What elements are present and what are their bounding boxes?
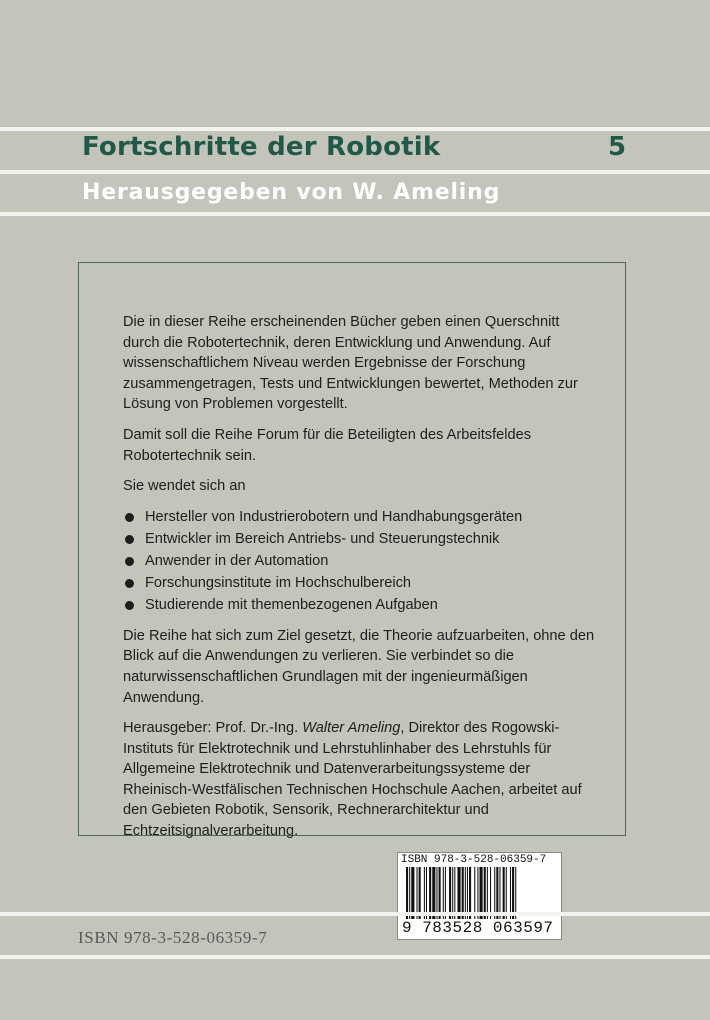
bullet-icon bbox=[125, 557, 134, 566]
bottom-rule-2 bbox=[0, 955, 710, 959]
list-item bbox=[123, 507, 598, 528]
audience-label: Forschungsinstitute im Hochschulbereich bbox=[145, 575, 412, 592]
series-title: Fortschritte der Robotik bbox=[82, 132, 441, 162]
audience-label: Anwender in der Automation bbox=[145, 552, 329, 569]
paragraph-intro: Die in dieser Reihe erscheinenden Bücher geben einen Querschnitt durch die Robotertechnik, deren Entwicklung und Anwendung. Auf wissenschaftlichem Niveau werden Ergebnisse der Forschung zusammengetragen, Tests und Entwicklungen bewertet, Methoden zur Lösung von Problemen vorgestellt. bbox=[123, 314, 578, 413]
list-item bbox=[123, 529, 598, 550]
editor-bio: , Direktor des Rogowski-Instituts für Elektrotechnik und Lehrstuhlinhaber des Lehrstuhls für Allgemeine Elektrotechnik und Datenverarbeitungssysteme der Rheinisch-Westfälischen Technischen Hochschule Aachen, arbeitet auf den Gebieten Robotik, Sensorik, Rechnerarchitektur und Echtzeitsignalverarbeitung. bbox=[123, 720, 582, 840]
audience-list bbox=[123, 507, 598, 616]
bottom-rule-1 bbox=[0, 912, 710, 916]
audience-label: Entwickler im Bereich Antriebs- und Steuerungstechnik bbox=[145, 530, 500, 547]
audience-intro: Sie wendet sich an bbox=[123, 478, 246, 495]
description-text bbox=[123, 312, 598, 852]
volume-number: 5 bbox=[608, 132, 627, 162]
paragraph-editor bbox=[123, 718, 598, 842]
barcode-number: 9 783528 063597 bbox=[402, 919, 554, 937]
bullet-icon bbox=[125, 601, 134, 610]
audience-label: Hersteller von Industrierobotern und Handhabungsgeräten bbox=[145, 508, 523, 525]
top-rule-3 bbox=[0, 212, 710, 216]
audience-label: Studierende mit themenbezogenen Aufgaben bbox=[145, 597, 438, 614]
paragraph-goal: Die Reihe hat sich zum Ziel gesetzt, die Theorie aufzuarbeiten, ohne den Blick auf die Anwendungen zu verlieren. Sie verbindet so die naturwissenschaftlichen Grundlagen mit der ingenieurmäßigen Anwendung. bbox=[123, 627, 595, 706]
bullet-icon bbox=[125, 579, 134, 588]
list-item bbox=[123, 551, 598, 572]
bullet-icon bbox=[125, 535, 134, 544]
barcode bbox=[397, 852, 562, 940]
barcode-isbn-label: ISBN 978-3-528-06359-7 bbox=[401, 854, 547, 866]
editor-line: Herausgegeben von W. Ameling bbox=[82, 180, 501, 205]
top-rule-2 bbox=[0, 170, 710, 174]
list-item bbox=[123, 595, 598, 616]
list-item bbox=[123, 573, 598, 594]
bullet-icon bbox=[125, 513, 134, 522]
editor-prefix: Herausgeber: Prof. Dr.-Ing. bbox=[123, 720, 303, 737]
top-rule-1 bbox=[0, 127, 710, 131]
editor-name: Walter Ameling bbox=[302, 720, 401, 737]
footer-isbn: ISBN 978-3-528-06359-7 bbox=[78, 928, 268, 947]
paragraph-forum: Damit soll die Reihe Forum für die Beteiligten des Arbeitsfeldes Robotertechnik sein. bbox=[123, 426, 532, 464]
